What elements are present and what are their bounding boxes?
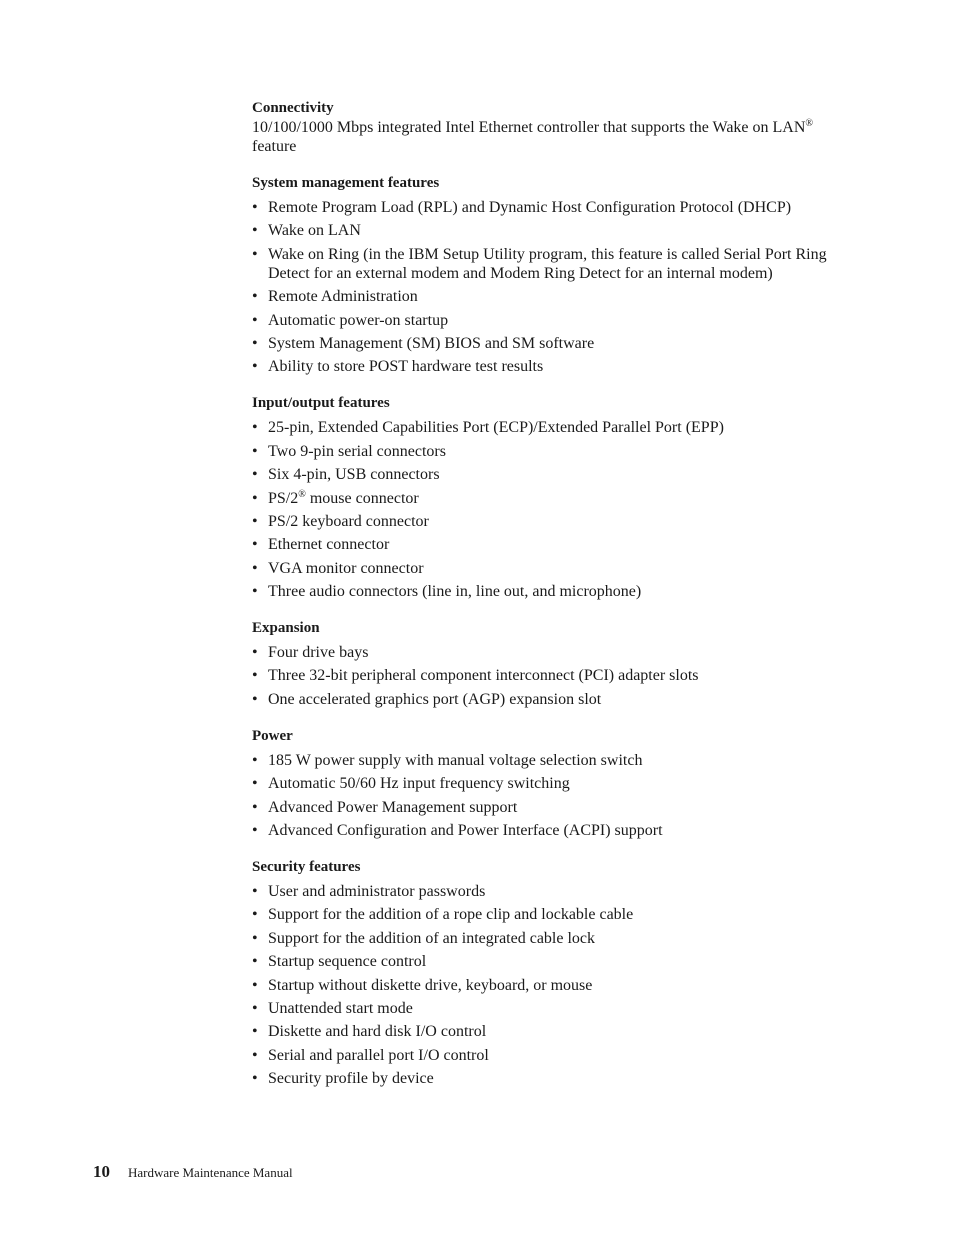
connectivity-section bbox=[252, 99, 852, 156]
connectivity-description bbox=[252, 118, 852, 156]
power-list bbox=[252, 751, 852, 840]
document-body bbox=[252, 99, 852, 1106]
list-item: • Unattended start mode bbox=[252, 999, 413, 1017]
list-item: • Wake on Ring (in the IBM Setup Utility program, this feature is called Serial Port Ring Detect for an external modem and Modem Ring Detect for an internal modem) bbox=[252, 245, 827, 282]
security-list bbox=[252, 882, 852, 1088]
bullet: • bbox=[252, 644, 258, 662]
bullet: • bbox=[252, 334, 258, 352]
list-item: • Startup sequence control bbox=[252, 953, 427, 971]
list-item: • Three audio connectors (line in, line out, and microphone) bbox=[252, 583, 642, 601]
list-item: • Two 9-pin serial connectors bbox=[252, 442, 446, 460]
input-output-heading: Input/output features bbox=[252, 395, 390, 412]
input-output-section bbox=[252, 394, 852, 601]
bullet: • bbox=[252, 419, 258, 437]
list-item: • Six 4-pin, USB connectors bbox=[252, 466, 440, 484]
bullet: • bbox=[252, 798, 258, 816]
bullet: • bbox=[252, 1023, 258, 1041]
list-item: • 25-pin, Extended Capabilities Port (ECP)/Extended Parallel Port (EPP) bbox=[252, 419, 724, 437]
bullet: • bbox=[252, 822, 258, 840]
bullet: • bbox=[252, 583, 258, 601]
list-item: • Ability to store POST hardware test results bbox=[252, 358, 544, 376]
footer-title: Hardware Maintenance Manual bbox=[128, 1165, 293, 1180]
list-item: • Support for the addition of an integrated cable lock bbox=[252, 929, 596, 947]
list-item: • Startup without diskette drive, keyboard, or mouse bbox=[252, 976, 593, 994]
system-management-list bbox=[252, 198, 852, 376]
bullet: • bbox=[252, 536, 258, 554]
bullet: • bbox=[252, 883, 258, 901]
list-item: • Automatic 50/60 Hz input frequency switching bbox=[252, 775, 570, 793]
list-item: • Advanced Configuration and Power Interface (ACPI) support bbox=[252, 822, 663, 840]
bullet: • bbox=[252, 690, 258, 708]
bullet: • bbox=[252, 999, 258, 1017]
security-section bbox=[252, 858, 852, 1088]
system-management-section bbox=[252, 174, 852, 376]
list-item: • Advanced Power Management support bbox=[252, 798, 518, 816]
list-item: • Remote Administration bbox=[252, 288, 418, 306]
page-footer bbox=[93, 1162, 293, 1182]
list-item: • Remote Program Load (RPL) and Dynamic Host Configuration Protocol (DHCP) bbox=[252, 199, 792, 216]
bullet: • bbox=[252, 559, 258, 577]
expansion-section bbox=[252, 619, 852, 709]
connectivity-text: 10/100/1000 Mbps integrated Intel Ethernet controller that supports the Wake on LAN bbox=[252, 119, 806, 136]
registered-mark: ® bbox=[298, 488, 306, 500]
bullet: • bbox=[252, 775, 258, 793]
page-number: 10 bbox=[93, 1162, 110, 1181]
list-item: • Ethernet connector bbox=[252, 536, 390, 554]
input-output-list bbox=[252, 418, 852, 601]
expansion-heading: Expansion bbox=[252, 620, 320, 637]
power-section bbox=[252, 727, 852, 840]
list-item: • Serial and parallel port I/O control bbox=[252, 1046, 489, 1064]
connectivity-text-tail: feature bbox=[252, 138, 297, 155]
expansion-list bbox=[252, 643, 852, 709]
security-heading: Security features bbox=[252, 859, 361, 876]
list-item: • Three 32-bit peripheral component interconnect (PCI) adapter slots bbox=[252, 667, 699, 685]
bullet: • bbox=[252, 442, 258, 460]
bullet: • bbox=[252, 288, 258, 306]
bullet: • bbox=[252, 245, 258, 263]
list-item: • Automatic power-on startup bbox=[252, 311, 449, 329]
bullet: • bbox=[252, 222, 258, 240]
bullet: • bbox=[252, 953, 258, 971]
bullet: • bbox=[252, 512, 258, 530]
bullet: • bbox=[252, 358, 258, 376]
bullet: • bbox=[252, 1070, 258, 1088]
bullet: • bbox=[252, 466, 258, 484]
connectivity-heading: Connectivity bbox=[252, 100, 334, 116]
bullet: • bbox=[252, 751, 258, 769]
list-item: • PS/2 keyboard connector bbox=[252, 512, 429, 530]
bullet: • bbox=[252, 976, 258, 994]
list-item: • System Management (SM) BIOS and SM software bbox=[252, 334, 595, 352]
bullet: • bbox=[252, 667, 258, 685]
system-management-heading: System management features bbox=[252, 175, 440, 191]
bullet: • bbox=[252, 906, 258, 924]
list-item: • 185 W power supply with manual voltage selection switch bbox=[252, 751, 643, 769]
list-item: • Wake on LAN bbox=[252, 222, 361, 240]
list-item: • PS/2® mouse connector bbox=[252, 488, 419, 507]
bullet: • bbox=[252, 929, 258, 947]
list-item: • Support for the addition of a rope clip and lockable cable bbox=[252, 906, 634, 924]
list-item: • One accelerated graphics port (AGP) expansion slot bbox=[252, 690, 602, 708]
list-item: • Security profile by device bbox=[252, 1070, 434, 1088]
list-item: • User and administrator passwords bbox=[252, 883, 486, 901]
power-heading: Power bbox=[252, 727, 293, 744]
bullet: • bbox=[252, 489, 258, 507]
bullet: • bbox=[252, 311, 258, 329]
registered-mark: ® bbox=[805, 118, 814, 129]
list-item: • Four drive bays bbox=[252, 644, 369, 662]
list-item: • Diskette and hard disk I/O control bbox=[252, 1023, 487, 1041]
bullet: • bbox=[252, 199, 258, 216]
bullet: • bbox=[252, 1046, 258, 1064]
list-item: • VGA monitor connector bbox=[252, 559, 424, 577]
